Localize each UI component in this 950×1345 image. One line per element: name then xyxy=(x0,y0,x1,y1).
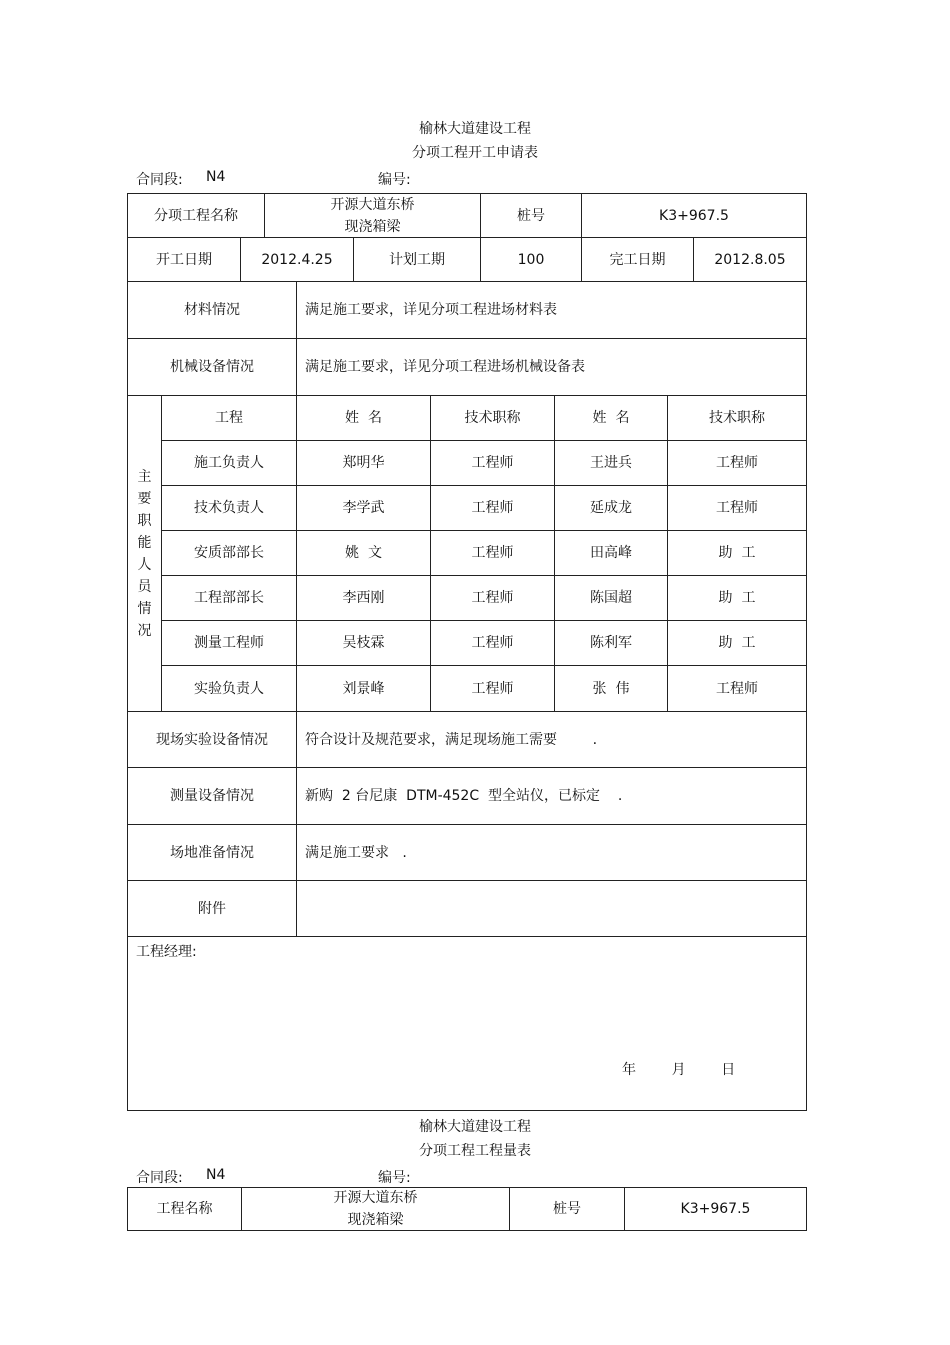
manager-label: 工程经理: xyxy=(136,944,197,960)
staff-role: 安质部部长 xyxy=(161,530,297,576)
staff-title: 工程师 xyxy=(667,485,807,531)
staff-group-char: 能 xyxy=(137,534,152,551)
end-date-label: 完工日期 xyxy=(581,237,694,282)
staff-role: 工程部部长 xyxy=(161,575,297,621)
staff-header-title: 技术职称 xyxy=(430,395,555,441)
staff-role: 测量工程师 xyxy=(161,620,297,666)
form2-project-name-line1: 开源大道东桥 xyxy=(333,1190,418,1206)
staff-title: 助 工 xyxy=(667,530,807,576)
manager-signature-block xyxy=(127,936,807,1111)
staff-name: 陈国超 xyxy=(554,575,668,621)
staff-header-name: 姓 名 xyxy=(554,395,668,441)
form2-contract-label: 合同段: xyxy=(136,1170,183,1186)
staff-role: 技术负责人 xyxy=(161,485,297,531)
staff-group-char: 况 xyxy=(137,622,152,639)
form2-station-value: K3+967.5 xyxy=(624,1187,807,1231)
staff-name: 陈利军 xyxy=(554,620,668,666)
material-label: 材料情况 xyxy=(127,281,297,339)
form2-project-name-line2: 现浇箱梁 xyxy=(347,1212,404,1228)
staff-header-title: 技术职称 xyxy=(667,395,807,441)
lab-value: 符合设计及规范要求，满足现场施工需要 . xyxy=(296,711,807,768)
start-date-label: 开工日期 xyxy=(127,237,241,282)
start-date-value: 2012.4.25 xyxy=(240,237,354,282)
staff-name: 田高峰 xyxy=(554,530,668,576)
attachment-value xyxy=(296,880,807,937)
survey-label: 测量设备情况 xyxy=(127,767,297,825)
staff-role: 实验负责人 xyxy=(161,665,297,712)
staff-title: 工程师 xyxy=(430,575,555,621)
staff-name: 姚 文 xyxy=(296,530,431,576)
contract-label: 合同段: xyxy=(136,172,183,188)
project-name-line2: 现浇箱梁 xyxy=(344,218,401,235)
station-value: K3+967.5 xyxy=(581,193,807,238)
staff-group-label xyxy=(127,395,162,712)
staff-role: 施工负责人 xyxy=(161,440,297,486)
staff-title: 工程师 xyxy=(430,440,555,486)
staff-name: 延成龙 xyxy=(554,485,668,531)
station-label: 桩号 xyxy=(480,193,582,238)
lab-label: 现场实验设备情况 xyxy=(127,711,297,768)
staff-group-char: 员 xyxy=(137,578,152,595)
staff-group-char: 情 xyxy=(137,600,152,617)
staff-group-char: 主 xyxy=(137,468,152,485)
staff-name: 郑明华 xyxy=(296,440,431,486)
project-name-label: 分项工程名称 xyxy=(127,193,265,238)
staff-title: 工程师 xyxy=(430,530,555,576)
survey-value: 新购 2 台尼康 DTM-452C 型全站仪，已标定 . xyxy=(296,767,807,825)
staff-name: 王进兵 xyxy=(554,440,668,486)
staff-group-char: 职 xyxy=(137,512,152,529)
staff-title: 工程师 xyxy=(667,665,807,712)
staff-group-char: 要 xyxy=(137,490,152,507)
site-value: 满足施工要求 . xyxy=(296,824,807,881)
project-name-line1: 开源大道东桥 xyxy=(330,196,415,213)
material-value: 满足施工要求，详见分项工程进场材料表 xyxy=(296,281,807,339)
form2-number-label: 编号: xyxy=(378,1170,411,1186)
form1-title: 榆林大道建设工程 xyxy=(419,121,531,137)
staff-title: 助 工 xyxy=(667,575,807,621)
site-label: 场地准备情况 xyxy=(127,824,297,881)
staff-header-role: 工程 xyxy=(161,395,297,441)
equipment-label: 机械设备情况 xyxy=(127,338,297,396)
form1-subtitle: 分项工程开工申请表 xyxy=(412,145,538,161)
form2-contract-value: N4 xyxy=(206,1167,226,1183)
staff-title: 工程师 xyxy=(430,665,555,712)
staff-header-name: 姓 名 xyxy=(296,395,431,441)
plan-period-value: 100 xyxy=(480,237,582,282)
form2-title: 榆林大道建设工程 xyxy=(419,1119,531,1135)
form2-subtitle: 分项工程工程量表 xyxy=(419,1143,531,1159)
end-date-value: 2012.8.05 xyxy=(693,237,807,282)
form2-project-name-value xyxy=(241,1187,510,1231)
form2-station-label: 桩号 xyxy=(509,1187,625,1231)
project-name-value xyxy=(264,193,481,238)
staff-title: 工程师 xyxy=(667,440,807,486)
staff-name: 李西刚 xyxy=(296,575,431,621)
staff-title: 助 工 xyxy=(667,620,807,666)
attachment-label: 附件 xyxy=(127,880,297,937)
staff-name: 吴枝霖 xyxy=(296,620,431,666)
form2-project-name-label: 工程名称 xyxy=(127,1187,242,1231)
plan-period-label: 计划工期 xyxy=(353,237,481,282)
staff-title: 工程师 xyxy=(430,485,555,531)
equipment-value: 满足施工要求，详见分项工程进场机械设备表 xyxy=(296,338,807,396)
number-label: 编号: xyxy=(378,172,411,188)
staff-title: 工程师 xyxy=(430,620,555,666)
signature-date-line: 年 月 日 xyxy=(622,1062,736,1078)
staff-name: 李学武 xyxy=(296,485,431,531)
staff-group-char: 人 xyxy=(137,556,152,573)
staff-name: 张 伟 xyxy=(554,665,668,712)
staff-name: 刘景峰 xyxy=(296,665,431,712)
contract-value: N4 xyxy=(206,169,226,185)
